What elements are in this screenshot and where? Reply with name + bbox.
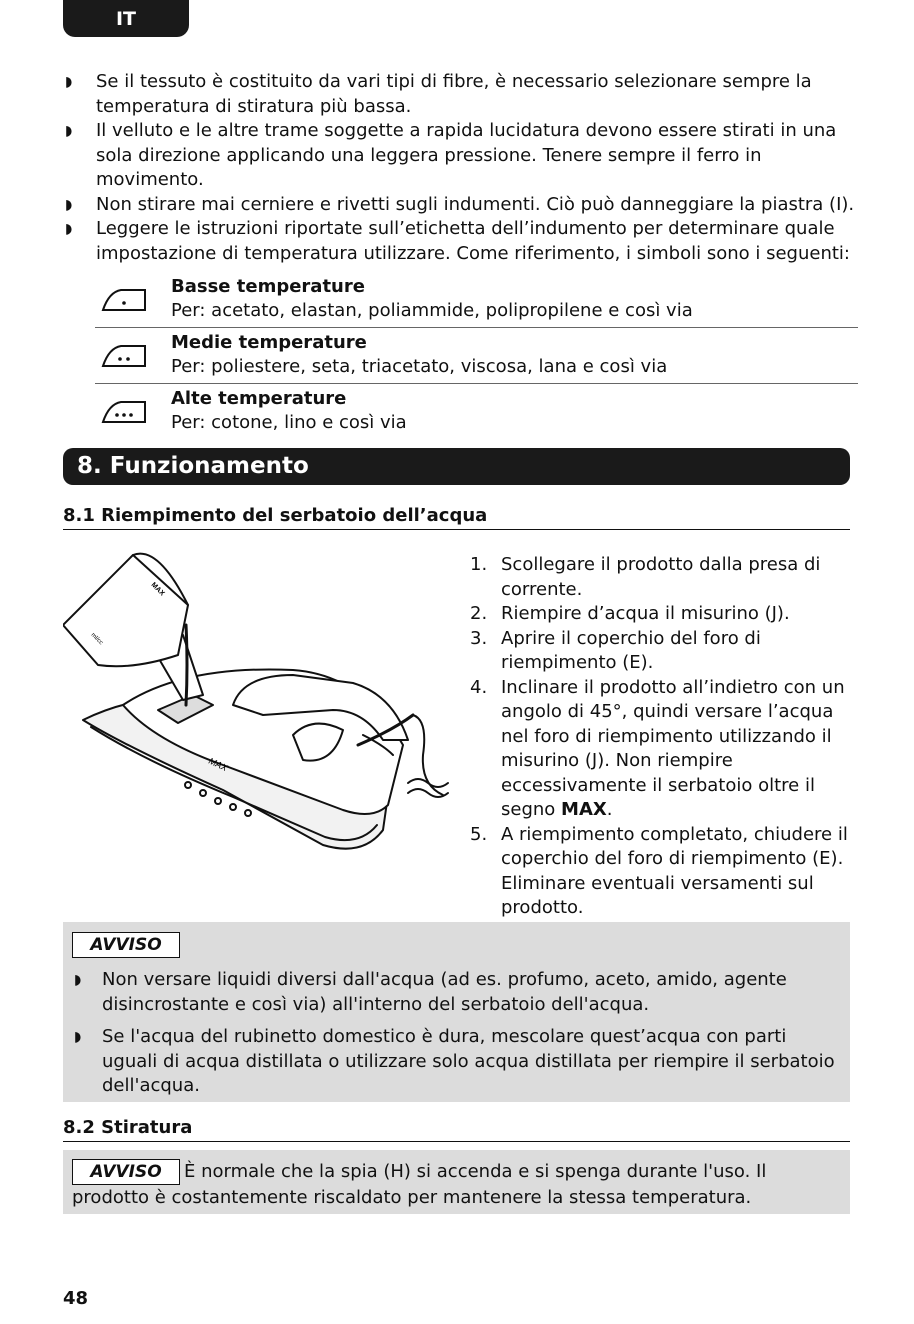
step-text-end: . bbox=[606, 799, 613, 820]
max-mark: MAX bbox=[207, 755, 230, 774]
step-number: 5. bbox=[470, 823, 488, 845]
list-item bbox=[63, 70, 863, 119]
list-item bbox=[72, 968, 840, 1017]
temp-desc: Per: acetato, elastan, poliammide, polipropilene e così via bbox=[171, 300, 693, 321]
subsection-title: 8.1 Riempimento del serbatoio dell’acqua bbox=[63, 505, 488, 526]
step-text-main: Inclinare il prodotto all’indietro con un angolo di 45°, quindi versare l’acqua nel foro di riempimento utilizzando il misurino (J). Non riempire eccessivamente il serbatoio oltre il segno bbox=[501, 676, 845, 820]
filling-steps-list bbox=[470, 553, 855, 921]
step-text: Aprire il coperchio del foro di riempimento (E). bbox=[501, 627, 761, 673]
step-number: 4. bbox=[470, 676, 488, 698]
notice-text: Se l'acqua del rubinetto domestico è dura, mescolare quest’acqua con parti uguali di acqua distillata o utilizzare solo acqua distillata per riempire il serbatoio dell'acqua. bbox=[102, 1026, 835, 1096]
list-item bbox=[470, 627, 855, 676]
temp-desc: Per: cotone, lino e così via bbox=[171, 412, 407, 433]
bullet-arrow-icon: ◗ bbox=[65, 123, 73, 139]
temperature-table bbox=[95, 272, 858, 440]
iron-filling-illustration bbox=[63, 545, 453, 915]
notice-tag: AVVISO bbox=[72, 932, 180, 958]
cup-unit-label: ml/cc bbox=[89, 632, 104, 647]
notice-tag: AVVISO bbox=[72, 1159, 180, 1185]
list-item bbox=[470, 823, 855, 921]
step-text bbox=[501, 676, 855, 823]
step-number: 2. bbox=[470, 603, 488, 624]
list-item bbox=[470, 676, 855, 823]
notice-box-ironing bbox=[63, 1150, 850, 1214]
list-item bbox=[63, 217, 863, 266]
step-text: Scollegare il prodotto dalla presa di corrente. bbox=[501, 554, 821, 600]
section-heading bbox=[63, 448, 850, 485]
bullet-arrow-icon: ◗ bbox=[65, 196, 73, 213]
bullet-text: Leggere le istruzioni riportate sull’etichetta dell’indumento per determinare quale impostazione di temperatura utilizzare. Come riferimento, i simboli sono i seguenti: bbox=[96, 218, 850, 264]
section-title: 8. Funzionamento bbox=[77, 453, 309, 479]
temp-desc: Per: poliestere, seta, triacetato, viscosa, lana e così via bbox=[171, 356, 668, 377]
table-row bbox=[95, 384, 858, 440]
language-label: IT bbox=[115, 7, 137, 30]
list-item bbox=[72, 1025, 840, 1099]
bullet-arrow-icon: ◗ bbox=[65, 74, 73, 90]
bullet-text: Non stirare mai cerniere e rivetti sugli indumenti. Ciò può danneggiare la piastra (I). bbox=[96, 193, 855, 215]
step-text: Riempire d’acqua il misurino (J). bbox=[501, 603, 790, 624]
language-tab bbox=[63, 0, 189, 37]
table-row bbox=[95, 328, 858, 384]
intro-bullet-list bbox=[63, 70, 863, 266]
table-row bbox=[95, 272, 858, 328]
iron-three-dots-icon bbox=[95, 384, 171, 440]
bullet-arrow-icon: ◗ bbox=[74, 972, 82, 988]
notice-text: È normale che la spia (H) si accenda e si spenga durante l'uso. Il prodotto è costantemente riscaldato per mantenere la stessa temperatura. bbox=[72, 1161, 767, 1208]
list-item bbox=[470, 602, 855, 627]
iron-one-dot-icon bbox=[95, 272, 171, 327]
max-emphasis: MAX bbox=[561, 799, 607, 820]
bullet-arrow-icon: ◗ bbox=[74, 1029, 82, 1045]
step-number: 3. bbox=[470, 627, 488, 649]
list-item bbox=[63, 193, 863, 218]
page-number: 48 bbox=[63, 1288, 89, 1309]
temp-title: Basse temperature bbox=[171, 276, 365, 297]
bullet-text: Se il tessuto è costituito da vari tipi di fibre, è necessario selezionare sempre la temperatura di stiratura più bassa. bbox=[96, 71, 812, 117]
bullet-arrow-icon: ◗ bbox=[65, 221, 73, 237]
subsection-heading-ironing bbox=[63, 1117, 850, 1142]
step-number: 1. bbox=[470, 554, 488, 575]
temp-title: Medie temperature bbox=[171, 332, 367, 353]
iron-two-dots-icon bbox=[95, 328, 171, 383]
temp-title: Alte temperature bbox=[171, 388, 347, 409]
step-text: A riempimento completato, chiudere il coperchio del foro di riempimento (E). Eliminare eventuali versamenti sul prodotto. bbox=[501, 823, 848, 918]
cup-max-mark: MAX bbox=[149, 581, 166, 598]
notice-box-filling bbox=[63, 922, 850, 1102]
notice-text: Non versare liquidi diversi dall'acqua (ad es. profumo, aceto, amido, agente disincrostante e così via) all'interno del serbatoio dell'acqua. bbox=[102, 969, 787, 1015]
list-item bbox=[63, 119, 863, 193]
bullet-text: Il velluto e le altre trame soggette a rapida lucidatura devono essere stirati in una sola direzione applicando una leggera pressione. Tenere sempre il ferro in movimento. bbox=[96, 120, 837, 190]
list-item bbox=[470, 553, 855, 602]
subsection-heading-filling bbox=[63, 505, 850, 530]
subsection-title: 8.2 Stiratura bbox=[63, 1117, 193, 1138]
